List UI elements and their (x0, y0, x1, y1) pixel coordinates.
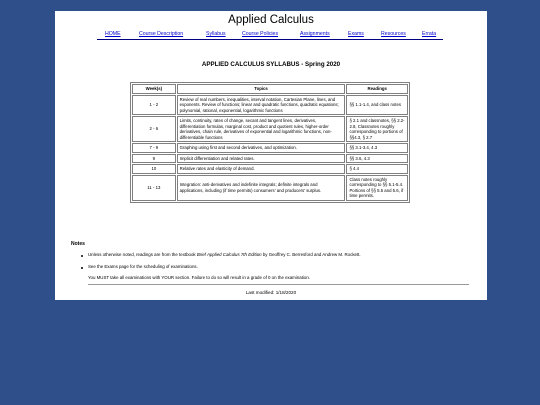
nav-link-exams[interactable]: Exams (348, 31, 364, 37)
header-week: Week(s) (132, 84, 176, 94)
nav-link-resources[interactable]: Resources (381, 31, 406, 37)
topics-cell: Review of real numbers, inequalities, interval notation, Cartesian Plane, lines, and exponents. Review of functions; linear and quadratic functions, quadratic equations; polynomial, rational, exponential, logarithmic functions (177, 95, 346, 116)
syllabus-table (130, 82, 410, 203)
readings-cell: §§ 3.1-3.4, 4.3 (346, 143, 408, 153)
note-text: by Geoffrey C. Berresford and Andrew M. Rockett. (261, 252, 361, 257)
nav-link-home[interactable]: HOME (105, 31, 121, 37)
note-exams (88, 264, 198, 269)
table-header-row (132, 84, 408, 94)
topics-cell: Integration: anti-derivatives and indefinite integrals; definite integrals and applications, including (if time permits) consumers' and producers' surplus. (177, 175, 346, 201)
week-cell: 10 (132, 164, 176, 174)
notes-heading: Notes (71, 241, 85, 247)
note-text: See the Exams page for the scheduling of examinations. (88, 264, 198, 269)
header-topics: Topics (177, 84, 346, 94)
week-cell: 9 (132, 154, 176, 164)
nav-link-syllabus[interactable]: Syllabus (206, 31, 226, 37)
readings-cell: §§ 3.6, 4.3 (346, 154, 408, 164)
table-row (132, 95, 408, 116)
nav-link-course-description[interactable]: Course Description (139, 31, 184, 37)
week-cell: 11 - 13 (132, 175, 176, 201)
topics-cell: Relative rates and elasticity of demand. (177, 164, 346, 174)
note-textbook (88, 252, 361, 257)
site-title: Applied Calculus (228, 14, 314, 26)
nav-link-errata[interactable]: Errata (422, 31, 437, 37)
table-row (132, 175, 408, 201)
table-row (132, 154, 408, 164)
nav-bar (97, 30, 443, 40)
syllabus-title: APPLIED CALCULUS SYLLABUS - Spring 2020 (201, 61, 341, 68)
page-content (55, 11, 487, 300)
exam-warning: You MUST take all examinations with YOUR section. Failure to do so will result in a grade of 0 on the examination. (88, 275, 311, 280)
header-readings: Readings (346, 84, 408, 94)
nav-link-course-policies[interactable]: Course Policies (242, 31, 279, 37)
note-text: Unless otherwise noted, readings are from the textbook (88, 252, 197, 257)
topics-cell: Graphing using first and second derivatives, and optimization. (177, 143, 346, 153)
table-row (132, 116, 408, 142)
bullet-icon (81, 255, 83, 257)
table-row (132, 143, 408, 153)
readings-cell: §§ 1.1-1.4, and class notes (346, 95, 408, 116)
topics-cell: Implicit differentiation and related rates. (177, 154, 346, 164)
footer-divider (88, 284, 469, 285)
table-row (132, 164, 408, 174)
readings-cell: § 2.1 and classnotes, §§ 2.2-2.8, Classnotes roughly corresponding to portions of §§4.3, § 2.7 (346, 116, 408, 142)
topics-cell: Limits, continuity, rates of change, secant and tangent lines, derivatives, differentiation formulas, marginal cost, product and quotient rules, higher-order derivatives, chain rule, derivatives of exponential and logarithmic functions, non-differentiable functions (177, 116, 346, 142)
week-cell: 7 - 9 (132, 143, 176, 153)
week-cell: 2 - 6 (132, 116, 176, 142)
readings-cell: Class notes roughly corresponding to §§ 5.1-5.4. Portions of §§ 5.5 and 5.6, if time permits. (346, 175, 408, 201)
readings-cell: § 4.4 (346, 164, 408, 174)
textbook-title: Brief Applied Calculus 7th Edition (196, 252, 262, 257)
bullet-icon (81, 267, 83, 269)
last-modified: Last modified: 1/18/2020 (245, 290, 297, 295)
week-cell: 1 - 2 (132, 95, 176, 116)
nav-link-assignments[interactable]: Assignments (300, 31, 330, 37)
